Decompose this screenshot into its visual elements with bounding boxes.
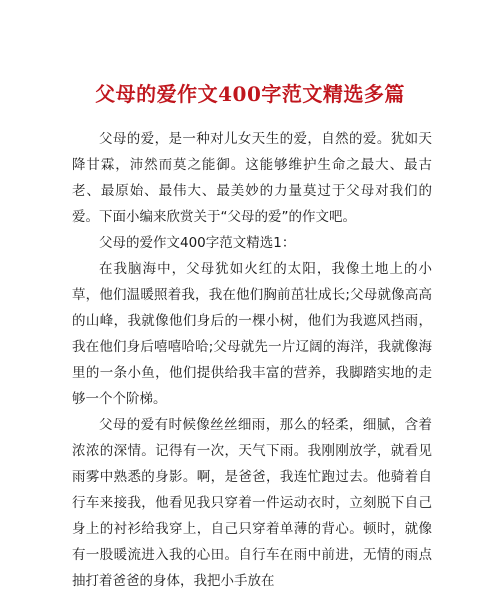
body-paragraph-1: 在我脑海中，父母犹如火红的太阳，我像土地上的小草，他们温暖照着我，我在他们胸前茁壮成长;父母就像高高的山峰，我就像他们身后的一棵小树，他们为我遮风挡雨，我在他们身后嘻嘻哈哈;父母就先一片辽阔的海洋，我就像海里的一条小鱼，他们提供给我丰富的营养，我脚踏实地的走够一个个阶梯。 <box>72 261 432 407</box>
article-body <box>72 126 432 594</box>
intro-paragraph: 父母的爱，是一种对儿女天生的爱，自然的爱。犹如天降甘霖，沛然而莫之能御。这能够维护生命之最大、最古老、最原始、最伟大、最美妙的力量莫过于父母对我们的爱。下面小编来欣赏关于“父母的爱”的作文吧。 <box>72 131 432 225</box>
section-heading: 父母的爱作文400字范文精选1： <box>99 235 296 251</box>
body-paragraph-2: 父母的爱有时候像丝丝细雨，那么的轻柔，细腻，含着浓浓的深情。记得有一次，天气下雨。我刚刚放学，就看见雨雾中熟悉的身影。啊，是爸爸，我连忙跑过去。他骑着自行车来接我，他看见我只穿着一件运动衣时，立刻脱下自己身上的衬衫给我穿上，自己只穿着单薄的背心。顿时，就像有一股暖流进入我的心田。自行车在雨中前进，无情的雨点抽打着爸爸的身体，我把小手放在 <box>72 417 432 589</box>
article-title: 父母的爱作文400字范文精选多篇 <box>95 82 405 107</box>
